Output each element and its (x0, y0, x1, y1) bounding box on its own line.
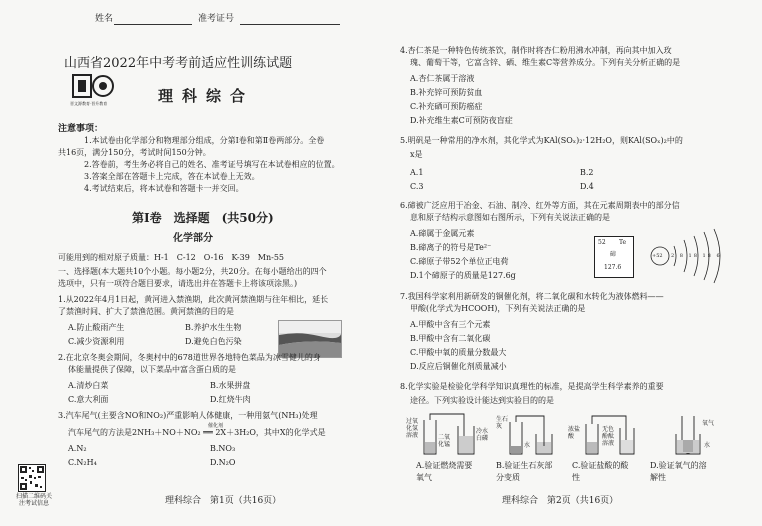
notice-item-1: 1.本试卷由化学部分和物理部分组成，分第Ⅰ卷和第Ⅱ卷两部分。全卷 (84, 136, 325, 145)
q6-line-2: 息和原子结构示意图如右图所示，下列有关说法正确的是 (410, 213, 610, 222)
publisher-logo (72, 74, 114, 106)
q7-line-1: 7.我国科学家利用新研发的铜催化剂，将二氧化碳和水转化为液体燃料—— (400, 292, 664, 301)
q2-line-1: 2.在北京冬奥会期间，冬奥村中的678道世界各地特色菜品为冰雪健儿的身 (58, 353, 321, 362)
q3-line-1: 3.汽车尾气(主要含NO和NO₂)严重影响人体健康，一种用氨气(NH₃)处理 (58, 411, 318, 420)
logo-caption: 晋文源教育·晋升教育 (70, 101, 108, 106)
q6-option-a: A.碲属于金属元素 (410, 229, 475, 238)
volume-title: 第Ⅰ卷 选择题 (共50分) (132, 211, 274, 225)
q3-option-c: C.N₂H₄ (68, 458, 97, 467)
qr-caption: 扫描二维码关注考试信息 (15, 493, 52, 507)
element-name: 碲 (610, 251, 617, 258)
section-instruction-2: 选项中，只有一项符合题目要求，请选出并在答题卡上将该项涂黑。) (58, 279, 298, 288)
q1-line-1: 1.从2022年4月1日起，黄河进入禁渔期，此次黄河禁渔期与往年相比，延长 (58, 295, 329, 304)
notice-item-2: 2.答卷前，考生务必将自己的姓名、准考证号填写在本试卷相应的位置。 (84, 160, 340, 169)
q6-option-b: B.碲离子的符号是Te²⁻ (410, 243, 492, 252)
q1-option-a: A.防止酸雨产生 (68, 323, 125, 332)
apparatus-a-label-3: 冷水白磷 (476, 428, 489, 442)
q3-option-d: D.N₂O (210, 458, 236, 467)
q5-option-d: D.4 (580, 182, 594, 191)
apparatus-b-label-2: 水 (524, 442, 531, 449)
q3-option-a: A.N₂ (68, 444, 87, 453)
notice-item-4: 4.考试结束后，将本试卷和答题卡一并交回。 (84, 184, 244, 193)
electron-shells: 2 8 18 18 6 (671, 253, 722, 259)
q4-line-2: 瑰、葡萄干等，它富含锌、硒、维生素C等营养成分。下列有关分析正确的是 (410, 58, 681, 67)
apparatus-d-label-2: 水 (704, 442, 711, 449)
q4-option-c: C.补充硒可预防癌症 (410, 102, 483, 111)
exam-title: 山西省2022年中考考前适应性训练试题 (64, 56, 293, 71)
q2-option-d: D.红烧牛肉 (210, 395, 251, 404)
q6-option-d: D.1个碲原子的质量是127.6g (410, 271, 516, 280)
q7-option-c: C.甲酸中氧的质量分数最大 (410, 348, 507, 357)
q5-line-2: x是 (410, 150, 423, 159)
section-instruction-1: 一、选择题(本大题共10个小题。每小题2分，共20分。在每小题给出的四个 (58, 267, 327, 276)
q8-option-d: D.验证氧气的溶解性 (650, 461, 707, 482)
q2-option-a: A.清炒白菜 (68, 381, 109, 390)
q8-option-a: A.验证燃烧需要氧气 (416, 461, 473, 482)
notice-item-3: 3.答案全部在答题卡上完成，答在本试卷上无效。 (84, 172, 260, 181)
apparatus-c (568, 412, 652, 456)
q5-option-a: A.1 (410, 168, 424, 177)
q4-option-a: A.杏仁茶属于溶液 (410, 74, 475, 83)
q7-option-d: D.反应后铜催化剂质量减小 (410, 362, 507, 371)
notice-item-1-cont: 共16页，满分150分，考试时间150分钟。 (58, 148, 211, 157)
atomic-masses: 可能用到的相对原子质量：H-1 C-12 O-16 K-39 Mn-55 (58, 253, 285, 262)
q8-line-1: 8.化学实验是检验化学科学知识真理性的标准，是提高学生科学素养的重要 (400, 382, 664, 391)
q6-line-1: 6.碲被广泛应用于冶金、石油、制冷、红外等方面，其在元素周期表中的部分信 (400, 201, 680, 210)
name-label: 姓名 (95, 14, 114, 24)
q1-option-b: B.养护水生生物 (185, 323, 242, 332)
element-symbol: Te (619, 239, 627, 246)
exam-no-blank (240, 24, 340, 25)
q7-option-b: B.甲酸中含有二氧化碳 (410, 334, 491, 343)
exam-no-label: 准考证号 (198, 14, 235, 24)
q1-option-c: C.减少资源利用 (68, 337, 125, 346)
apparatus-b-label-1: 生石灰 (496, 416, 509, 430)
subject-title: 理科综合 (158, 87, 255, 105)
element-mass: 127.6 (604, 264, 622, 271)
apparatus-d-label-1: 氧气 (702, 420, 715, 427)
q8-option-c: C.验证盐酸的酸性 (572, 461, 629, 482)
apparatus-a-label-1: 过氧化氢溶液 (406, 418, 419, 439)
apparatus-a-label-2: 二氧化锰 (438, 434, 451, 448)
notice-heading: 注意事项： (58, 124, 104, 134)
q5-option-b: B.2 (580, 168, 594, 177)
q3-line-2: 汽车尾气的方法是2NH₃＋NO＋NO₂ ══ 2X＋3H₂O，其中X的化学式是 (68, 428, 326, 437)
q1-line-2: 了禁渔时间、扩大了禁渔范围。黄河禁渔的目的是 (58, 307, 234, 316)
name-blank (114, 24, 192, 25)
q8-option-b: B.验证生石灰部分变质 (496, 461, 553, 482)
q6-option-c: C.碲原子带52个单位正电荷 (410, 257, 509, 266)
q4-option-d: D.补充维生素C可预防夜盲症 (410, 116, 513, 125)
q4-option-b: B.补充锌可预防贫血 (410, 88, 483, 97)
q3-condition: 催化剂 (208, 423, 224, 429)
q7-line-2: 甲酸(化学式为HCOOH)，下列有关说法正确的是 (410, 304, 586, 313)
apparatus-d (658, 412, 722, 456)
q5-line-1: 5.明矾是一种常用的净水剂，其化学式为KAl(SOₓ)₂·12H₂O，则KAl(SOₓ)₂中的 (400, 136, 683, 145)
apparatus-c-label-2: 无色酚酞溶液 (602, 426, 615, 447)
q1-option-d: D.避免白色污染 (185, 337, 242, 346)
q2-option-b: B.水果拼盘 (210, 381, 251, 390)
footer-right: 理科综合 第2页（共16页） (502, 496, 619, 506)
apparatus-b (496, 412, 558, 456)
q7-option-a: A.甲酸中含有三个元素 (410, 320, 491, 329)
footer-left: 理科综合 第1页（共16页） (165, 496, 282, 506)
q2-option-c: C.意大利面 (68, 395, 109, 404)
q5-option-c: C.3 (410, 182, 424, 191)
element-number: 52 (598, 239, 606, 246)
atomic-structure-diagram (648, 228, 728, 284)
q3-option-b: B.NO₃ (210, 444, 236, 453)
part-title: 化学部分 (173, 233, 213, 244)
periodic-table-cell (594, 236, 634, 278)
q4-line-1: 4.杏仁茶是一种特色传统茶饮，制作时将杏仁粉用沸水冲制，再向其中加入玫 (400, 46, 672, 55)
apparatus-a (406, 412, 490, 456)
apparatus-c-label-1: 浓盐酸 (568, 426, 581, 440)
right-page (392, 0, 762, 526)
q2-line-2: 体能量提供了保障，以下菜品中富含蛋白质的是 (68, 365, 236, 374)
qr-code (18, 464, 46, 492)
nucleus-charge: +52 (652, 253, 663, 259)
q8-line-2: 途径。下列实验设计能达到实验目的的是 (410, 396, 554, 405)
